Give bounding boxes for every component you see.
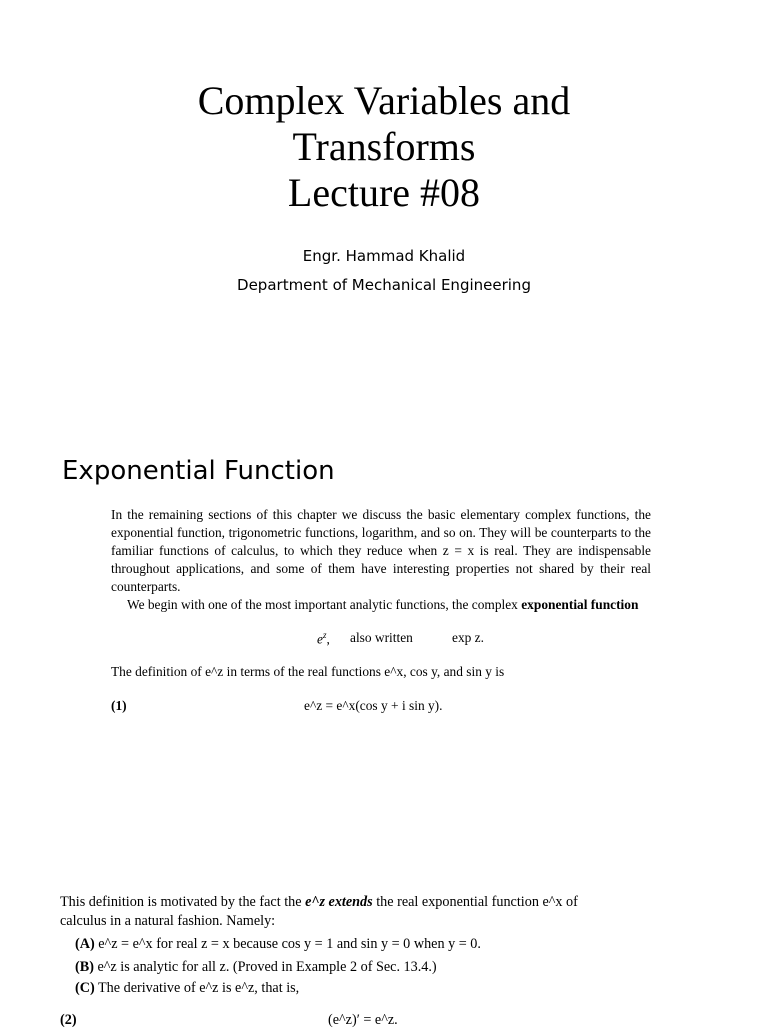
equation-2: (e^z)′ = e^z. (328, 1012, 398, 1028)
display-also-written: also written (350, 630, 413, 645)
exponential-intro-text: We begin with one of the most important analytic functions, the complex (127, 597, 522, 612)
section-heading: Exponential Function (62, 456, 335, 486)
property-b: (B) e^z is analytic for all z. (Proved in Example 2 of Sec. 13.4.) (75, 959, 437, 975)
definition-line: The definition of e^z in terms of the real functions e^x, cos y, and sin y is (111, 664, 505, 679)
extends-term: e^z extends (305, 894, 373, 910)
property-c: (C) The derivative of e^z is e^z, that is, (75, 980, 300, 996)
equation-2-number: (2) (60, 1012, 77, 1028)
author-name: Engr. Hammad Khalid (302, 247, 466, 265)
department-name: Department of Mechanical Engineering (237, 276, 531, 294)
title-line-1: Complex Variables and (197, 78, 571, 123)
equation-1: e^z = e^x(cos y + i sin y). (304, 698, 443, 713)
intro-paragraph: In the remaining sections of this chapter we discuss the basic elementary complex functions, the exponential function, trigonometric functions, logarithm, and so on. They will be counterparts to the familiar functions of calculus, to which they reduce when z = x is real. They are indispensable throughout applications, and some of them have interesting properties not shared by their real counterparts. (111, 507, 651, 594)
slide-title (0, 78, 768, 216)
property-a: (A) e^z = e^x for real z = x because cos y = 1 and sin y = 0 when y = 0. (75, 936, 481, 952)
title-line-3: Lecture #08 (287, 170, 481, 215)
title-line-2: Transforms (292, 124, 476, 169)
display-ez: $e^z$, (317, 630, 330, 647)
equation-1-number: (1) (111, 698, 127, 713)
exponential-function-term: exponential function (521, 597, 639, 612)
motivation-paragraph: This definition is motivated by the fact the e^z extends the real exponential function e^x of calculus in a natural fashion. Namely: (60, 894, 578, 929)
display-exp-z: exp z. (452, 630, 484, 645)
exponential-intro-paragraph (111, 596, 651, 614)
